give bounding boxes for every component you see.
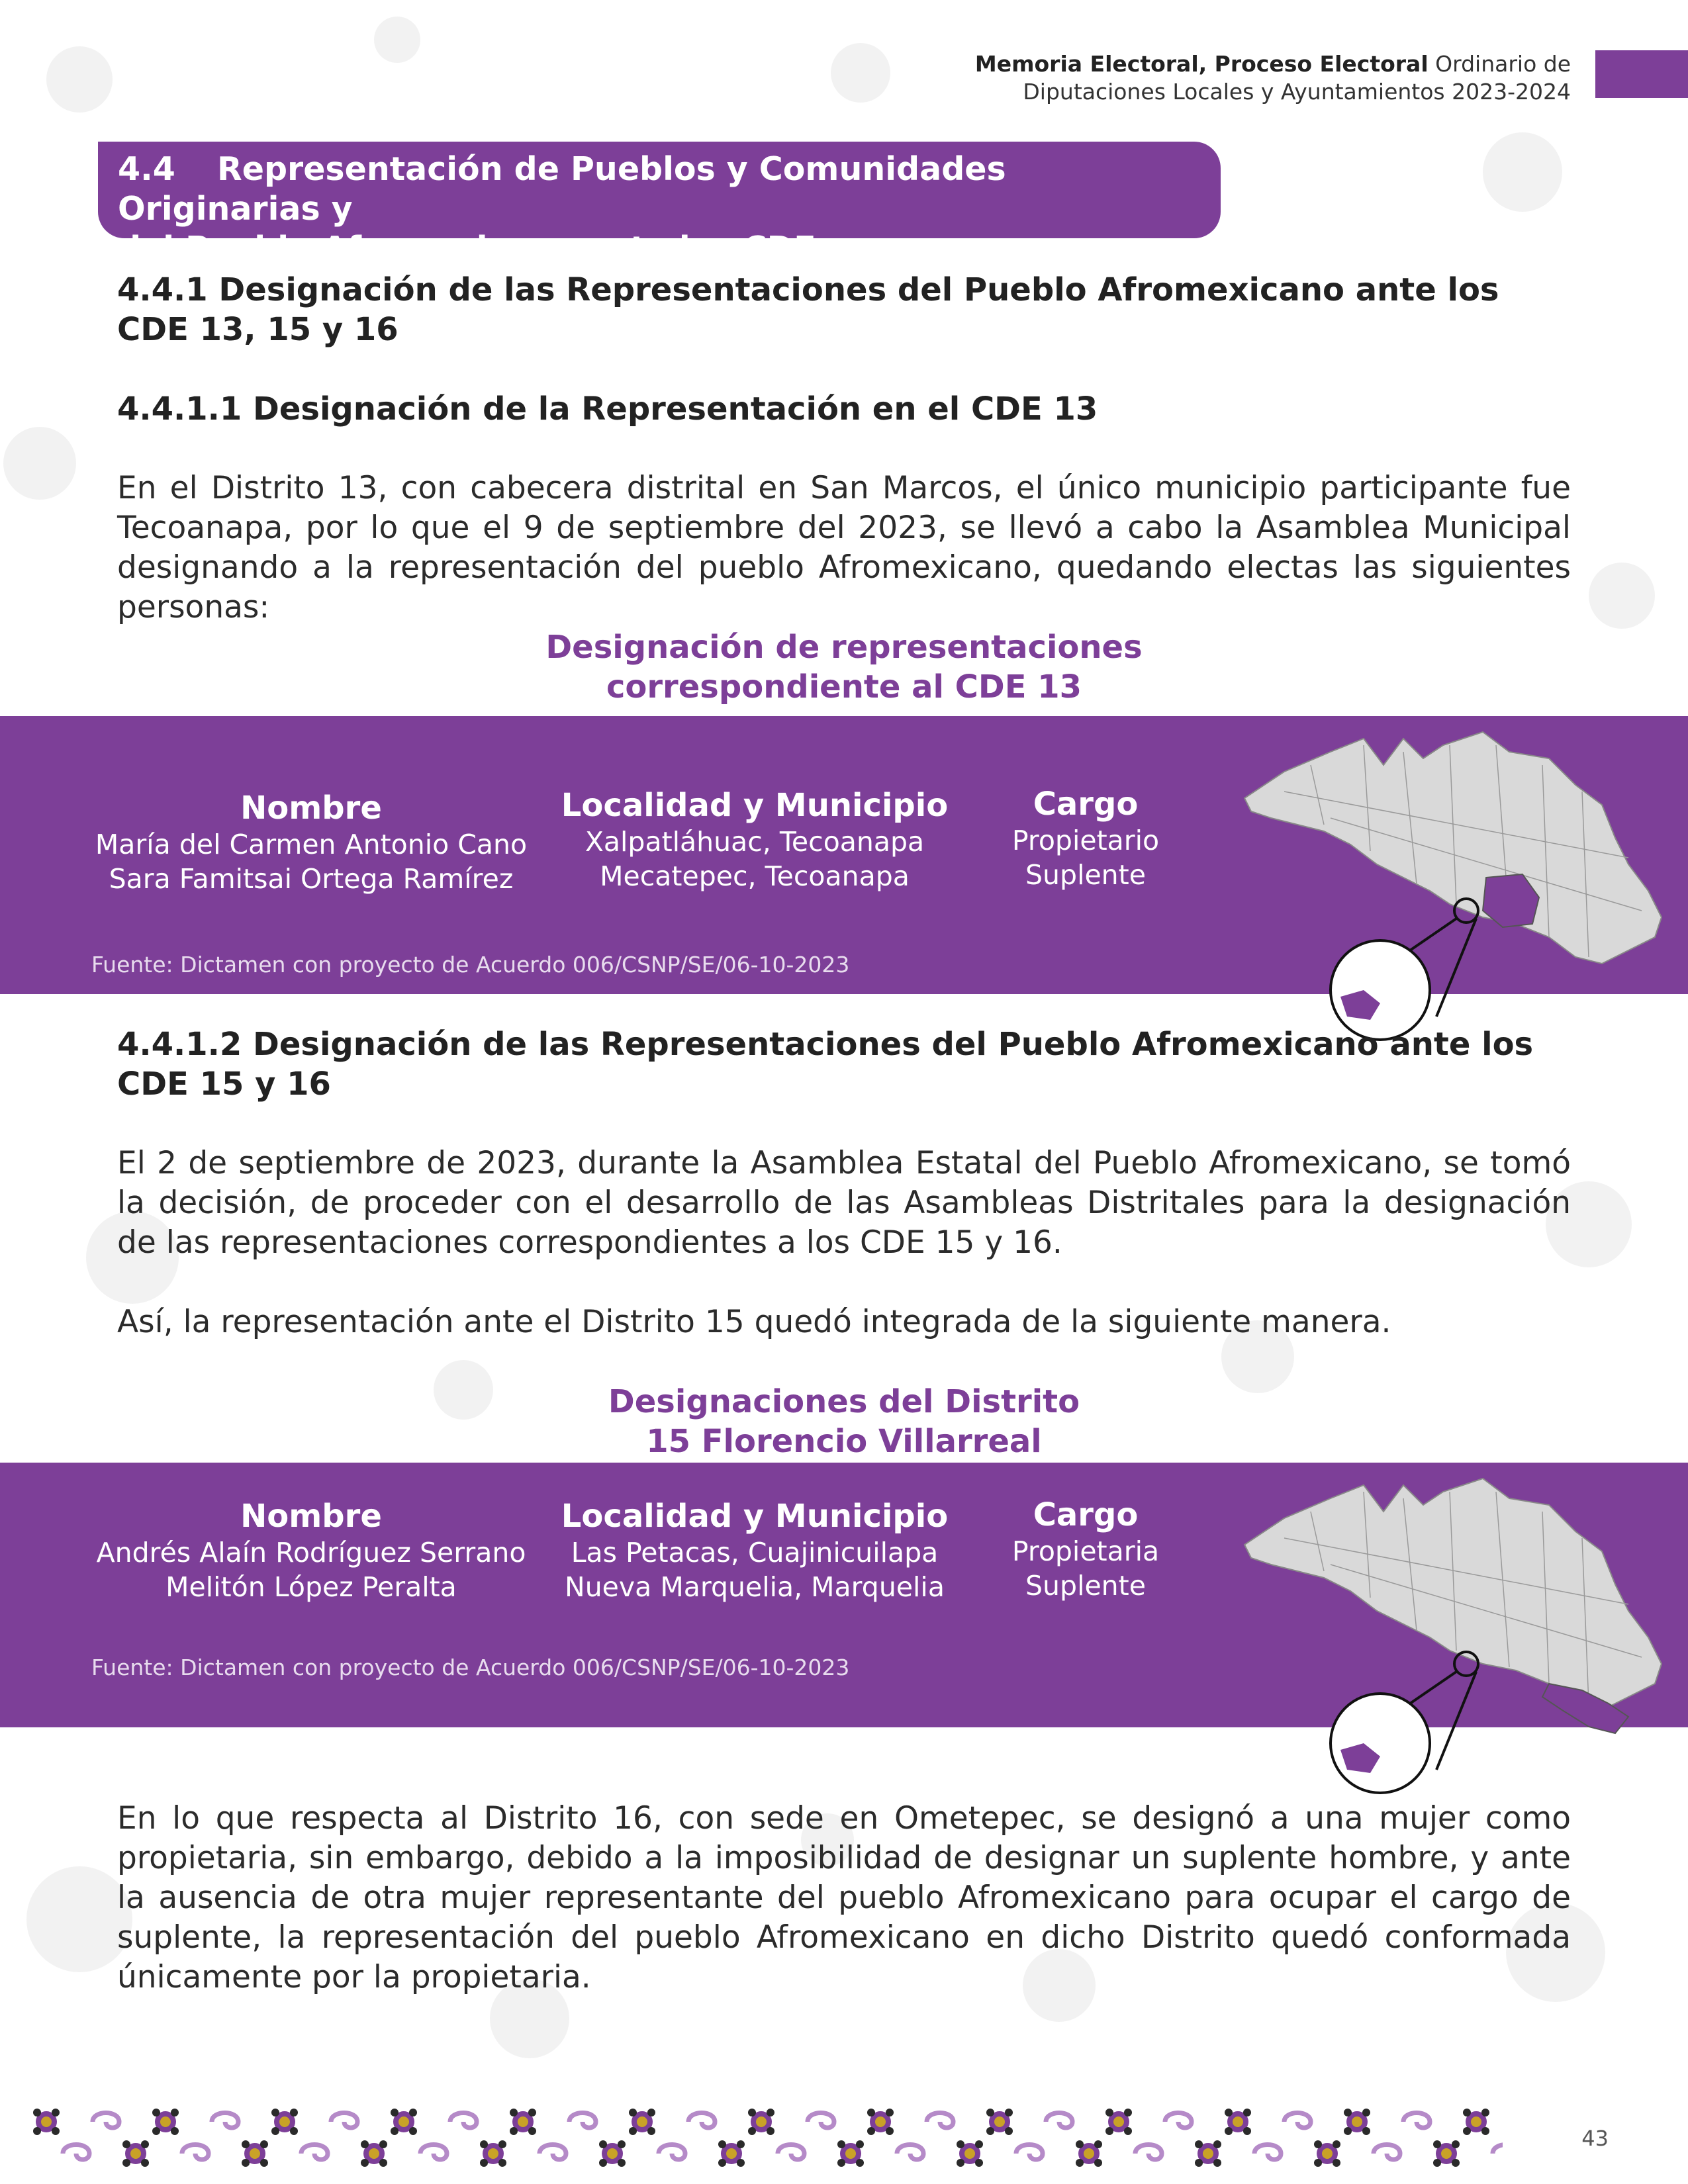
header-title-bold: Memoria Electoral, Proceso Electoral <box>974 51 1429 77</box>
embroidery-motif <box>808 2113 834 2128</box>
column-header-localidad: Localidad y Municipio <box>561 1498 949 1535</box>
embroidery-motif <box>778 2145 804 2160</box>
embroidery-motif <box>1105 2109 1132 2135</box>
table2-caption-line1: Designaciones del Distrito <box>608 1383 1080 1420</box>
embroidery-motif <box>152 2109 179 2135</box>
column-header-nombre: Nombre <box>240 1498 382 1535</box>
cell-cargo: Propietario <box>1011 825 1160 856</box>
section-heading <box>98 142 1221 267</box>
section-title-line2: del Pueblo Afromexicano ante los CDE <box>118 230 816 267</box>
embroidery-motif <box>212 2113 238 2128</box>
embroidery-motif <box>1135 2145 1162 2160</box>
embroidery-motif <box>420 2145 447 2160</box>
table1-source: Fuente: Dictamen con proyecto de Acuerdo 006/CSNP/SE/06-10-2023 <box>91 952 850 978</box>
cell-nombre: Andrés Alaín Rodríguez Serrano <box>96 1537 526 1569</box>
embroidery-motif <box>391 2109 417 2135</box>
embroidery-motif <box>361 2140 387 2167</box>
designation-table-cde13 <box>0 716 1688 994</box>
embroidery-motif <box>1403 2113 1430 2128</box>
column-header-localidad: Localidad y Municipio <box>561 787 949 824</box>
header-accent-bar <box>1595 50 1688 98</box>
embroidery-motif <box>1254 2145 1281 2160</box>
column-header-nombre: Nombre <box>240 790 382 827</box>
paragraph-district-15-intro: Así, la representación ante el Distrito 15 quedó integrada de la siguiente manera. <box>117 1304 1391 1340</box>
embroidery-motif <box>1374 2145 1400 2160</box>
embroidery-motif <box>63 2145 89 2160</box>
column-localidad <box>543 786 966 893</box>
embroidery-motif <box>688 2113 715 2128</box>
cell-localidad: Xalpatláhuac, Tecoanapa <box>585 826 925 858</box>
embroidery-motif <box>510 2109 536 2135</box>
column-cargo <box>966 1496 1205 1603</box>
embroidery-border <box>26 2102 1503 2175</box>
embroidery-motif <box>93 2113 119 2128</box>
embroidery-motif <box>867 2109 894 2135</box>
column-header-cargo: Cargo <box>1033 786 1139 823</box>
cell-cargo: Propietaria <box>1011 1535 1160 1567</box>
embroidery-motif <box>1165 2113 1192 2128</box>
embroidery-motif <box>957 2140 983 2167</box>
embroidery-motif <box>33 2109 60 2135</box>
paragraph-district-13: En el Distrito 13, con cabecera distrital en San Marcos, el único municipio participante fue Tecoanapa, por lo que el 9 de septiembre del 2023, se llevó a cabo la Asamblea Municipal designando a la representación del pueblo Afromexicano, quedando electas las siguientes personas: <box>117 470 1571 625</box>
cell-localidad: Las Petacas, Cuajinicuilapa <box>571 1537 939 1569</box>
embroidery-motif <box>986 2109 1013 2135</box>
embroidery-motif <box>897 2145 923 2160</box>
embroidery-motif <box>1016 2145 1043 2160</box>
embroidery-motif <box>1344 2109 1370 2135</box>
embroidery-motif <box>480 2140 506 2167</box>
paragraph-district-16: En lo que respecta al Distrito 16, con sede en Ometepec, se designó a una mujer como propietaria, sin embargo, debido a la imposibilidad de designar un suplente hombre, y ante la ausencia de otra mujer representante del pueblo Afromexicano para ocupar el cargo de suplente, la representación del pueblo Afromexicano en dicho Distrito quedó conformada únicamente por la propietaria. <box>117 1800 1571 1995</box>
embroidery-motif <box>1463 2109 1489 2135</box>
embroidery-motif <box>331 2113 357 2128</box>
embroidery-motif <box>629 2109 655 2135</box>
embroidery-motif <box>271 2109 298 2135</box>
header-title-rest: Ordinario de <box>1428 51 1571 77</box>
cell-nombre: Sara Famitsai Ortega Ramírez <box>109 863 514 895</box>
embroidery-motif <box>301 2145 328 2160</box>
district-map-15 <box>1231 1472 1668 1803</box>
subsection-4-4-1: 4.4.1 Designación de las Representaciones del Pueblo Afromexicano ante los CDE 13, 15 y 16 <box>117 271 1499 348</box>
embroidery-motif <box>718 2140 745 2167</box>
embroidery-motif <box>1046 2113 1072 2128</box>
table1-caption-line1: Designación de representaciones <box>545 629 1143 666</box>
designation-table-district-15 <box>0 1463 1688 1727</box>
embroidery-motif <box>1225 2109 1251 2135</box>
column-cargo <box>966 785 1205 892</box>
table2-source: Fuente: Dictamen con proyecto de Acuerdo 006/CSNP/SE/06-10-2023 <box>91 1655 850 1680</box>
embroidery-motif <box>599 2140 626 2167</box>
embroidery-motif <box>182 2145 209 2160</box>
cell-cargo: Suplente <box>1025 1570 1146 1602</box>
district-map-13 <box>1231 725 1668 1056</box>
section-title-line1: Representación de Pueblos y Comunidades Originarias y <box>118 150 1006 228</box>
column-nombre <box>79 789 543 896</box>
embroidery-motif <box>569 2113 596 2128</box>
header-title-line2: Diputaciones Locales y Ayuntamientos 2023-2024 <box>1023 79 1571 105</box>
column-header-cargo: Cargo <box>1033 1496 1139 1533</box>
embroidery-motif <box>748 2109 774 2135</box>
cell-cargo: Suplente <box>1025 859 1146 891</box>
table2-caption-line2: 15 Florencio Villarreal <box>646 1423 1042 1460</box>
cell-localidad: Mecatepec, Tecoanapa <box>600 860 910 892</box>
embroidery-motif <box>1493 2145 1503 2160</box>
embroidery-motif <box>659 2145 685 2160</box>
embroidery-motif <box>837 2140 864 2167</box>
embroidery-motif <box>1314 2140 1340 2167</box>
embroidery-motif <box>1284 2113 1311 2128</box>
subsection-4-4-1-1: 4.4.1.1 Designación de la Representación en el CDE 13 <box>117 390 1098 428</box>
table1-caption <box>0 627 1688 707</box>
embroidery-motif <box>242 2140 268 2167</box>
embroidery-motif <box>450 2113 477 2128</box>
column-nombre <box>79 1497 543 1604</box>
paragraph-asamblea-estatal: El 2 de septiembre de 2023, durante la Asamblea Estatal del Pueblo Afromexicano, se tomó la decisión, de proceder con el desarrollo de las Asambleas Distritales para la designación de las representaciones correspondientes a los CDE 15 y 16. <box>117 1145 1571 1261</box>
subsection-4-4-1-2: 4.4.1.2 Designación de las Representaciones del Pueblo Afromexicano ante los CDE 15 y 16 <box>117 1026 1534 1103</box>
embroidery-motif <box>1433 2140 1460 2167</box>
cell-nombre: Melitón López Peralta <box>165 1571 457 1603</box>
cell-localidad: Nueva Marquelia, Marquelia <box>565 1571 945 1603</box>
embroidery-motif <box>1195 2140 1221 2167</box>
embroidery-motif <box>927 2113 953 2128</box>
table1-caption-line2: correspondiente al CDE 13 <box>606 668 1082 705</box>
embroidery-motif <box>122 2140 149 2167</box>
table2-caption <box>0 1382 1688 1461</box>
embroidery-motif <box>1076 2140 1102 2167</box>
running-header <box>644 50 1571 106</box>
cell-nombre: María del Carmen Antonio Cano <box>95 829 528 860</box>
page-number: 43 <box>1581 2126 1609 2151</box>
section-number: 4.4 <box>118 150 175 188</box>
embroidery-motif <box>539 2145 566 2160</box>
column-localidad <box>543 1497 966 1604</box>
